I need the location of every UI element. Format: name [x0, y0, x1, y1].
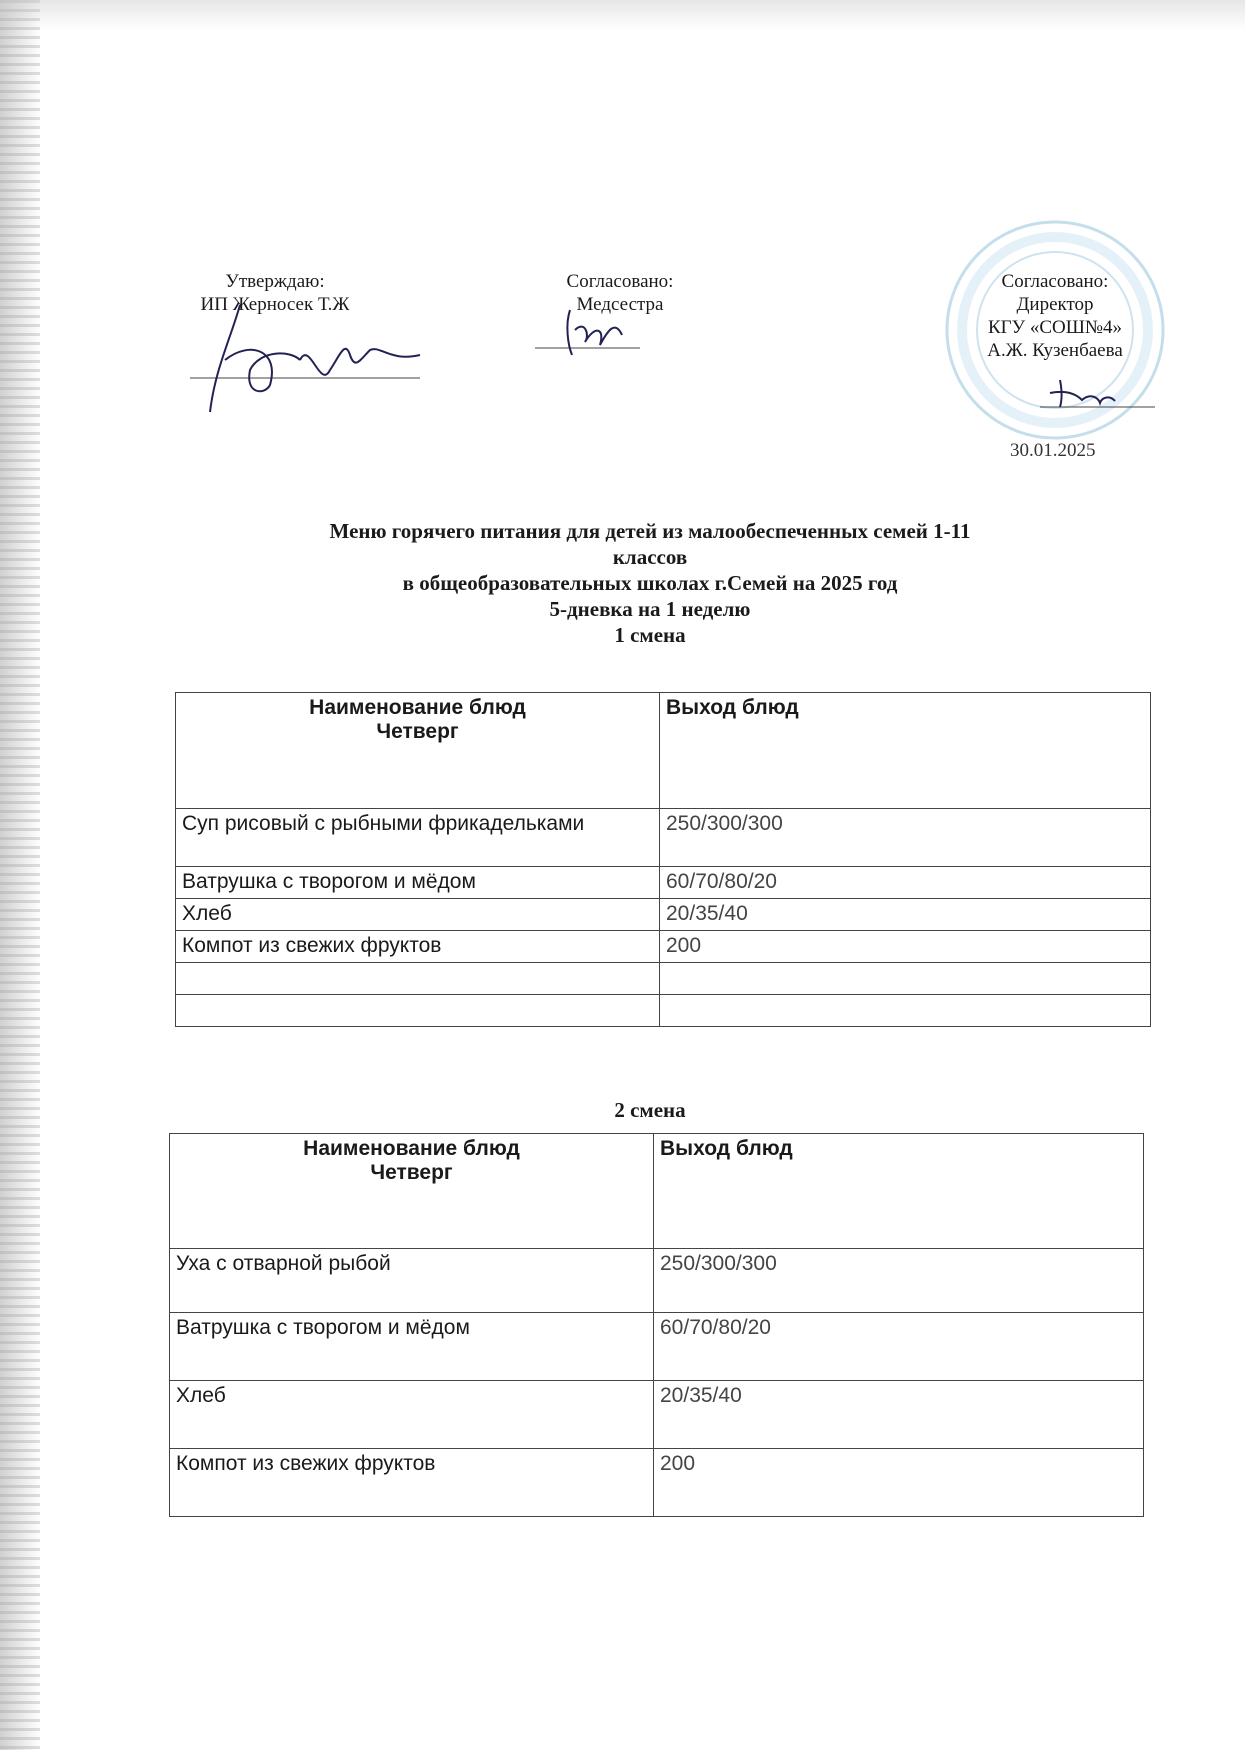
cell-dish: Ватрушка с творогом и мёдом: [176, 867, 660, 899]
table-row: [170, 1449, 1144, 1517]
cell-dish: Ватрушка с творогом и мёдом: [170, 1313, 654, 1381]
header-output: Выход блюд: [660, 693, 1151, 809]
header-dish-name-line1: Наименование блюд: [303, 1137, 520, 1160]
cell-output: 60/70/80/20: [654, 1313, 1144, 1381]
title-line-3: в общеобразовательных школах г.Семей на 2025 год: [402, 571, 898, 595]
cell-dish: Компот из свежих фруктов: [176, 931, 660, 963]
cell-dish: Хлеб: [170, 1381, 654, 1449]
scan-shadow-left: [0, 0, 40, 1750]
menu-title: [170, 518, 1130, 648]
approval-director-org: КГУ «СОШ№4»: [987, 317, 1123, 338]
approval-director: [955, 270, 1155, 362]
cell-output: 250/300/300: [654, 1249, 1144, 1313]
table-row: [176, 867, 1151, 899]
approval-director-role: Директор: [1016, 294, 1094, 315]
cell-output: [660, 963, 1151, 995]
header-dish-name: [170, 1134, 654, 1249]
scan-shadow-top: [0, 0, 1245, 30]
table-row: [170, 1249, 1144, 1313]
approval-nurse-role: Медсестра: [576, 294, 664, 315]
cell-dish: [176, 963, 660, 995]
cell-dish: Компот из свежих фруктов: [170, 1449, 654, 1517]
table-row: [176, 995, 1151, 1027]
cell-dish: Уха с отварной рыбой: [170, 1249, 654, 1313]
nurse-signature: [530, 300, 650, 360]
approval-date: 30.01.2025: [1010, 440, 1096, 461]
cell-output: 20/35/40: [660, 899, 1151, 931]
header-dish-name-line2: Четверг: [370, 1161, 453, 1184]
header-dish-name: [176, 693, 660, 809]
approval-approve-title: Утверждаю:: [225, 271, 325, 292]
table-row: [176, 809, 1151, 867]
table-row: [170, 1313, 1144, 1381]
title-line-5: 1 смена: [614, 623, 686, 647]
title-line-1: Меню горячего питания для детей из малообеспеченных семей 1-11: [329, 519, 971, 543]
table-header-row: [176, 693, 1151, 809]
cell-output: 200: [654, 1449, 1144, 1517]
table-row: [176, 963, 1151, 995]
approval-nurse-title: Согласовано:: [566, 271, 674, 292]
approvals-block: [0, 270, 1245, 450]
title-line-4: 5-дневка на 1 неделю: [549, 597, 751, 621]
cell-output: [660, 995, 1151, 1027]
approval-director-name: А.Ж. Кузенбаева: [987, 340, 1123, 361]
header-dish-name-line2: Четверг: [376, 720, 459, 743]
approver-signature: [170, 300, 430, 415]
menu-table-shift-2: [169, 1133, 1144, 1517]
shift-2-label: 2 смена: [614, 1098, 686, 1122]
cell-output: 60/70/80/20: [660, 867, 1151, 899]
approval-director-title: Согласовано:: [1001, 271, 1109, 292]
header-dish-name-line1: Наименование блюд: [309, 696, 526, 719]
table-row: [170, 1381, 1144, 1449]
cell-dish: Суп рисовый с рыбными фрикадельками: [176, 809, 660, 867]
menu-table-shift-1: [175, 692, 1151, 1027]
table-row: [176, 931, 1151, 963]
table-row: [176, 899, 1151, 931]
cell-dish: Хлеб: [176, 899, 660, 931]
cell-output: 200: [660, 931, 1151, 963]
director-signature: [1040, 375, 1160, 415]
cell-output: 250/300/300: [660, 809, 1151, 867]
header-output: Выход блюд: [654, 1134, 1144, 1249]
title-line-2: классов: [612, 545, 688, 569]
cell-output: 20/35/40: [654, 1381, 1144, 1449]
approval-approve-name: ИП Жерносек Т.Ж: [200, 294, 350, 315]
cell-dish: [176, 995, 660, 1027]
table-header-row: [170, 1134, 1144, 1249]
